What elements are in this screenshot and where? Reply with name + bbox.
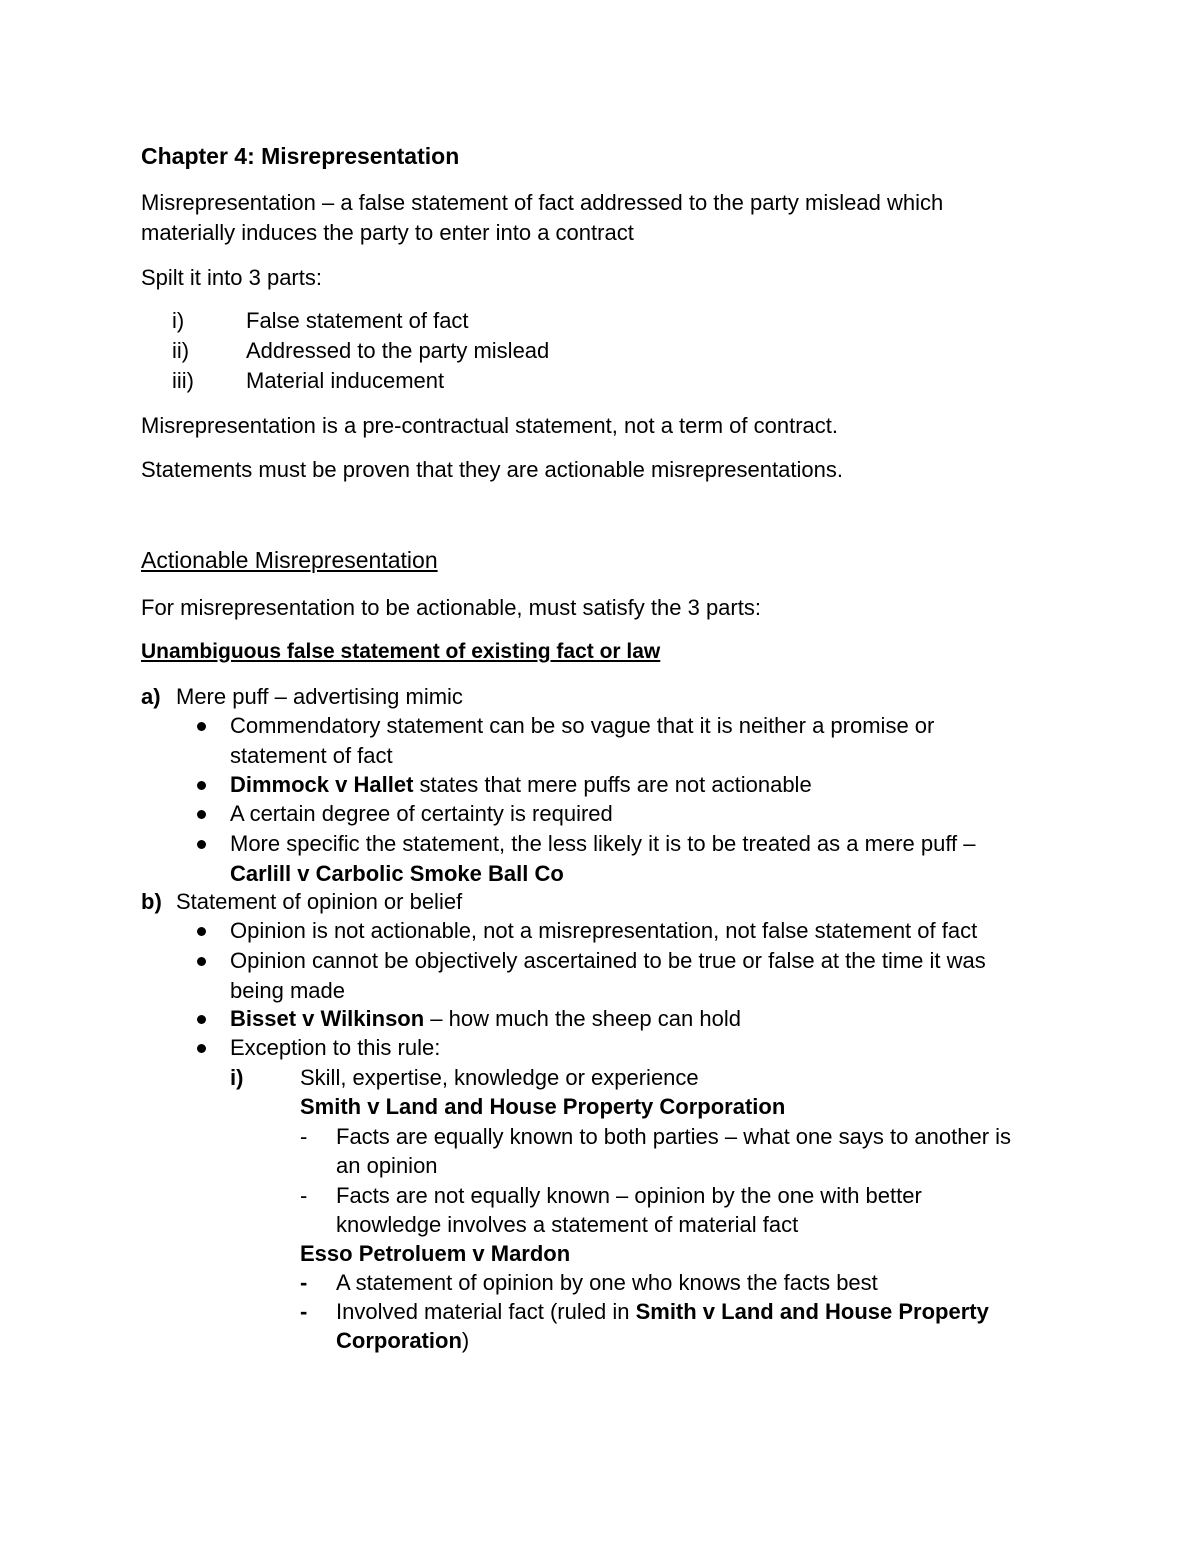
dash-icon: - (300, 1299, 308, 1324)
sub-list-label: i) (230, 1065, 244, 1090)
part-text: Addressed to the party mislead (246, 338, 550, 363)
list-label-a: a) (141, 684, 161, 709)
intro-line-1: Misrepresentation – a false statement of fact addressed to the party mislead which (141, 190, 944, 215)
bullet-icon (197, 781, 206, 790)
case-name: Smith v Land and House Property Corporation (300, 1094, 786, 1119)
bullet-text-continued: being made (230, 978, 345, 1003)
case-name: Smith v Land and House Property (635, 1299, 989, 1324)
bullet-text-rest: states that mere puffs are not actionable (413, 772, 812, 797)
paragraph: Statements must be proven that they are actionable misrepresentations. (141, 457, 843, 482)
dash-text-post: ) (461, 1328, 470, 1353)
bullet-text (230, 1004, 741, 1034)
bullet-text: Opinion is not actionable, not a misrepresentation, not false statement of fact (230, 918, 978, 943)
dash-text: Facts are not equally known – opinion by the one with better (336, 1183, 922, 1208)
bullet-text: Commendatory statement can be so vague that it is neither a promise or (230, 713, 935, 738)
list-item-b-text: Statement of opinion or belief (176, 889, 463, 914)
dash-text: A statement of opinion by one who knows the facts best (336, 1270, 878, 1295)
list-label-b: b) (141, 889, 162, 914)
dash-text-continued: an opinion (336, 1153, 438, 1178)
list-item-a-text: Mere puff – advertising mimic (176, 684, 463, 709)
bullet-text: More specific the statement, the less likely it is to be treated as a mere puff – (230, 831, 976, 856)
paragraph: Misrepresentation is a pre-contractual statement, not a term of contract. (141, 413, 838, 438)
dash-text-continued (336, 1326, 469, 1356)
part-number: iii) (172, 368, 194, 393)
part-number: ii) (172, 338, 190, 363)
bullet-icon (197, 1044, 206, 1053)
bullet-text-rest: – how much the sheep can hold (424, 1006, 741, 1031)
dash-icon: - (300, 1124, 308, 1149)
part-text: Material inducement (246, 368, 445, 393)
sub-list-text: Skill, expertise, knowledge or experience (300, 1065, 699, 1090)
bullet-icon (197, 1015, 206, 1024)
case-name: Dimmock v Hallet (230, 772, 414, 797)
case-name: Esso Petroluem v Mardon (300, 1241, 571, 1266)
dash-text-pre: Involved material fact (ruled in (336, 1299, 636, 1324)
bullet-text: Opinion cannot be objectively ascertained to be true or false at the time it was (230, 948, 986, 973)
dash-text: Facts are equally known to both parties – what one says to another is (336, 1124, 1012, 1149)
part-number: i) (172, 308, 185, 333)
dash-icon: - (300, 1183, 308, 1208)
section-intro: For misrepresentation to be actionable, must satisfy the 3 parts: (141, 595, 761, 620)
bullet-text (230, 770, 812, 800)
section-heading: Actionable Misrepresentation (141, 547, 438, 573)
page-title: Chapter 4: Misrepresentation (141, 143, 460, 169)
bullet-text: Exception to this rule: (230, 1035, 441, 1060)
dash-icon: - (300, 1270, 308, 1295)
split-label: Spilt it into 3 parts: (141, 265, 322, 290)
bullet-icon (197, 810, 206, 819)
bullet-text-continued: statement of fact (230, 743, 393, 768)
case-name: Corporation (336, 1328, 462, 1353)
bullet-text: A certain degree of certainty is required (230, 801, 613, 826)
bullet-icon (197, 957, 206, 966)
bullet-icon (197, 840, 206, 849)
intro-line-2: materially induces the party to enter into a contract (141, 220, 634, 245)
case-name: Carlill v Carbolic Smoke Ball Co (230, 861, 564, 886)
case-name: Bisset v Wilkinson (230, 1006, 425, 1031)
part-text: False statement of fact (246, 308, 469, 333)
dash-text (336, 1297, 989, 1327)
subheading: Unambiguous false statement of existing fact or law (141, 640, 661, 663)
dash-text-continued: knowledge involves a statement of material fact (336, 1212, 799, 1237)
bullet-icon (197, 722, 206, 731)
bullet-icon (197, 927, 206, 936)
